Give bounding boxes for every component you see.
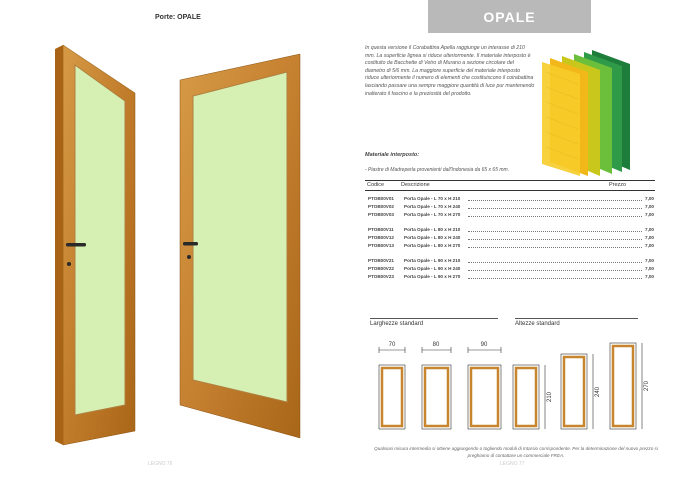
row-code: PTOB00V23 [368,274,394,279]
row-leader [468,216,642,217]
material-title: Materiale interposto: [365,152,420,158]
door-glass [193,72,287,402]
row-leader [468,231,642,232]
width-frame-90 [468,347,501,429]
footnote: Qualsiasi misura intermedia si ottiene aggiungendo o togliendo moduli di Intarsio corrispondente. Per la determinazione del nuovo prezzo si preghiamo di contattare un commerciale FREA. [374,446,658,458]
row-description: Porta Opale - L 90 x H 210 [404,258,461,263]
door-handle [66,243,86,247]
row-leader [468,200,642,201]
table-row [368,266,654,272]
row-code: PTOB00V03 [368,212,394,217]
row-description: Porta Opale - L 90 x H 240 [404,266,461,271]
row-description: Porta Opale - L 80 x H 210 [404,227,461,232]
row-price: 7,00 [645,243,654,248]
door-glass [75,65,125,415]
divider [515,318,638,319]
height-frame-210 [513,365,545,429]
row-leader [468,262,642,263]
width-label-80: 80 [432,342,440,348]
row-description: Porta Opale - L 70 x H 240 [404,204,461,209]
row-code: PTOB00V13 [368,243,394,248]
table-row [368,258,654,264]
material-sample-image [540,42,640,177]
height-label-270: 270 [644,380,650,392]
row-code: PTOB00V22 [368,266,394,271]
col-code: Codice [367,182,385,188]
row-leader [468,208,642,209]
table-row [368,243,654,249]
height-frame-270 [610,343,642,429]
page-label: Porte: OPALE [155,14,201,21]
row-price: 7,00 [645,196,654,201]
col-description: Descrizione [401,182,430,188]
row-price: 7,00 [645,274,654,279]
door-illustration-left [55,35,165,455]
row-leader [468,247,642,248]
table-row [368,212,654,218]
width-label-70: 70 [388,342,396,348]
width-frame-80 [422,347,451,429]
height-label-240: 240 [595,386,601,398]
heights-title: Altezze standard [515,321,560,327]
row-description: Porta Opale - L 70 x H 270 [404,212,461,217]
material-text: - Piastre di Madreperla provenienti dall'Indonesia da 65 x 65 mm. [365,167,510,173]
divider [370,318,498,319]
row-price: 7,00 [645,227,654,232]
row-code: PTOB00V11 [368,227,394,232]
row-code: PTOB00V01 [368,196,394,201]
row-code: PTOB00V02 [368,204,394,209]
row-price: 7,00 [645,212,654,217]
dimension-diagram [365,340,665,440]
door-lock [187,255,191,259]
row-description: Porta Opale - L 80 x H 270 [404,243,461,248]
row-leader [468,270,642,271]
intro-text: In questa versione il Corabattina Apella raggiunge un interasse di 210 mm. La superficie lignea si riduce ulteriormente. Il materiale interposto è costituito da Bacchette di Vetro di Murano a sezione circolare del diametro di 5/6 mm. La maggiore superficie del materiale interposto riduce ulteriormente il numero di elementi che costituiscono il coirabattina lasciando passare una sempre maggiore quantità di luce pur mantenendo inalterato il fascino e la preziosità del prodotto. [365,45,535,97]
row-price: 7,00 [645,266,654,271]
width-frame-70 [379,347,405,429]
table-row [368,227,654,233]
row-code: PTOB00V12 [368,235,394,240]
door-lock [67,262,71,266]
row-description: Porta Opale - L 80 x H 240 [404,235,461,240]
row-code: PTOB00V21 [368,258,394,263]
widths-title: Larghezze standard [370,321,424,327]
table-row [368,196,654,202]
row-price: 7,00 [645,258,654,263]
col-price: Prezzo [609,182,627,188]
height-label-210: 210 [547,391,553,403]
row-description: Porta Opale - L 70 x H 210 [404,196,461,201]
price-table-header [365,180,655,191]
width-label-90: 90 [480,342,488,348]
height-frame-240 [561,354,593,429]
page-number-right: LEGNO 77 [500,461,525,467]
table-row [368,274,654,280]
row-price: 7,00 [645,235,654,240]
page-title: OPALE [428,0,591,33]
row-description: Porta Opale - L 90 x H 270 [404,274,461,279]
table-row [368,235,654,241]
row-leader [468,239,642,240]
door-edge [55,45,63,445]
door-illustration-right [175,50,305,445]
page-number-left: LEGNO 76 [148,461,173,467]
table-row [368,204,654,210]
door-handle [183,242,198,246]
row-price: 7,00 [645,204,654,209]
row-leader [468,278,642,279]
